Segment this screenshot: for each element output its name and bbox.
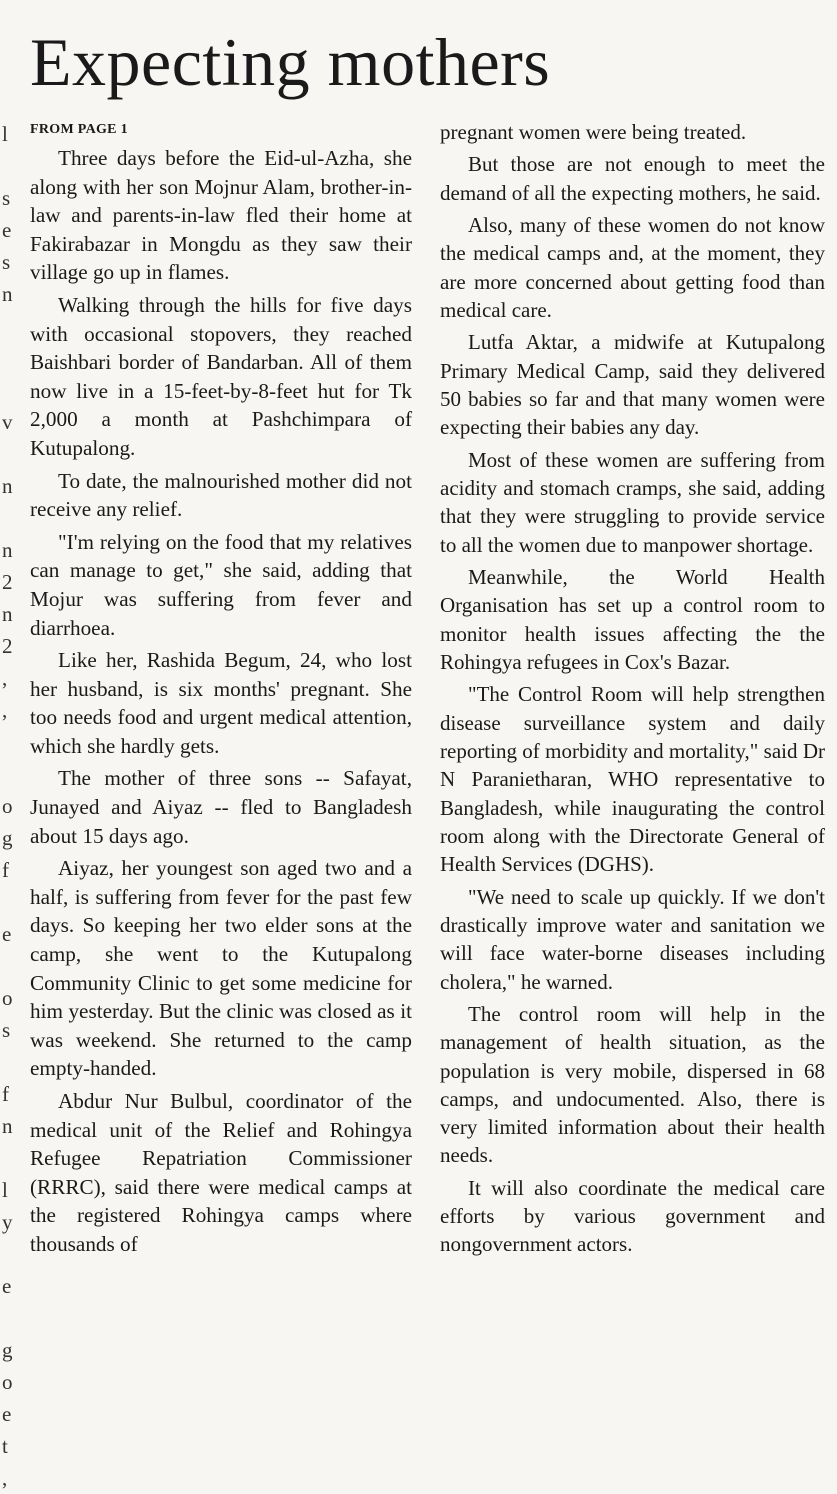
from-page-label: FROM PAGE 1 [30, 122, 128, 137]
clipped-letter [0, 1238, 14, 1270]
clipped-letter: , [2, 698, 8, 722]
clipped-letter [0, 726, 14, 758]
clipped-letter: e [2, 1274, 12, 1298]
paragraph: Meanwhile, the World Health Organisation has set up a control room to monitor health issues affecting the the Rohingya refugees in Cox's Bazar. [440, 564, 825, 674]
clipped-letter [0, 374, 14, 406]
clipped-letter [0, 310, 14, 342]
article-column-1 [30, 118, 412, 1263]
paragraph: "We need to scale up quickly. If we don't drastically improve water and sanitation we will face water-borne diseases including cholera," he warned. [440, 884, 825, 994]
clipped-letter: y [2, 1210, 13, 1234]
clipped-letter: g [2, 826, 13, 850]
clipped-letter: f [2, 1082, 9, 1106]
clipped-letter: e [2, 1402, 12, 1426]
clipped-letter: n [2, 474, 13, 498]
clipped-letter: s [2, 1018, 11, 1042]
clipped-letter: l [2, 122, 8, 146]
clipped-letter: 2 [2, 570, 13, 594]
paragraph: Most of these women are suffering from acidity and stomach cramps, she said, adding that they were struggling to provide service to all the women due to manpower shortage. [440, 447, 825, 557]
clipped-letter: o [2, 1370, 13, 1394]
clipped-letter: g [2, 1338, 13, 1362]
clipped-letter: e [2, 218, 12, 242]
clipped-letter: 2 [2, 634, 13, 658]
paragraph: Abdur Nur Bulbul, coordinator of the medical unit of the Relief and Rohingya Refugee Repatriation Commissioner (RRRC), said there were medical camps at the registered Rohingya camps where thousands of [30, 1089, 412, 1256]
clipped-letter [0, 758, 14, 790]
clipped-letter [0, 1302, 14, 1334]
clipped-letter [0, 342, 14, 374]
clipped-letter: e [2, 922, 12, 946]
clipped-letter: v [2, 410, 13, 434]
clipped-letter [0, 886, 14, 918]
paragraph: But those are not enough to meet the demand of all the expecting mothers, he said. [440, 152, 825, 205]
paragraph: Walking through the hills for five days with occasional stopovers, they reached Baishbari border of Bandarban. All of them now live in a 15-feet-by-8-feet hut for Tk 2,000 a month at Pashchimpara of Kutupalong. [30, 292, 412, 460]
paragraph: The control room will help in the management of health situation, as the population is very mobile, dispersed in 68 camps, and undocumented. Also, there is very limited information about their health needs. [440, 1001, 825, 1168]
clipped-letter: s [2, 250, 11, 274]
paragraph: "The Control Room will help strengthen disease surveillance system and daily reporting of morbidity and mortality," said Dr N Paranietharan, WHO representative to Bangladesh, while inaugurating the control room along with the Directorate General of Health Services (DGHS). [440, 682, 825, 877]
paragraph: Three days before the Eid-ul-Azha, she along with her son Mojnur Alam, brother-in-law and parents-in-law fled their home at Fakirabazar in Mongdu as they saw their village go up in flames. [30, 146, 412, 285]
clipped-letter [0, 438, 14, 470]
clipped-letter: o [2, 794, 13, 818]
clipped-letter: n [2, 282, 13, 306]
paragraph: Like her, Rashida Begum, 24, who lost her husband, is six months' pregnant. She too needs food and urgent medical attention, which she hardly gets. [30, 648, 412, 758]
clipped-letter [0, 1046, 14, 1078]
paragraph: It will also coordinate the medical care efforts by various government and nongovernment actors. [440, 1175, 825, 1257]
clipped-letter: n [2, 538, 13, 562]
clipped-letter: f [2, 858, 9, 882]
clipped-letter [0, 150, 14, 182]
clipped-letter: l [2, 1178, 8, 1202]
clipped-letter: , [2, 1466, 8, 1490]
paragraph-continuation: pregnant women were being treated. [440, 120, 747, 144]
clipped-letter: n [2, 602, 13, 626]
clipped-letter: t [2, 1434, 8, 1458]
clipped-letter: , [2, 666, 8, 690]
paragraph: Aiyaz, her youngest son aged two and a half, is suffering from fever for the past few days. So keeping her two elder sons at the camp, she went to the Kutupalong Community Clinic to get some medicine for him yesterday. But the clinic was closed as it was weekend. She returned to the camp empty-handed. [30, 856, 412, 1081]
article-column-2 [440, 118, 825, 1263]
paragraph: Also, many of these women do not know the medical camps and, at the moment, they are more concerned about getting food than medical care. [440, 212, 825, 322]
paragraph: Lutfa Aktar, a midwife at Kutupalong Primary Medical Camp, said they delivered 50 babies so far and that many women were expecting their babies any day. [440, 330, 825, 440]
previous-column-edge [0, 118, 14, 1494]
clipped-letter: o [2, 986, 13, 1010]
clipped-letter: n [2, 1114, 13, 1138]
clipped-letter [0, 1142, 14, 1174]
headline: Expecting mothers [30, 24, 551, 100]
clipped-letter [0, 502, 14, 534]
paragraph: To date, the malnourished mother did not receive any relief. [30, 468, 412, 522]
paragraph: "I'm relying on the food that my relatives can manage to get," she said, adding that Mojur was suffering from fever and diarrhoea. [30, 529, 412, 640]
clipped-letter [0, 950, 14, 982]
paragraph: The mother of three sons -- Safayat, Junayed and Aiyaz -- fled to Bangladesh about 15 days ago. [30, 766, 412, 848]
clipped-letter: s [2, 186, 11, 210]
